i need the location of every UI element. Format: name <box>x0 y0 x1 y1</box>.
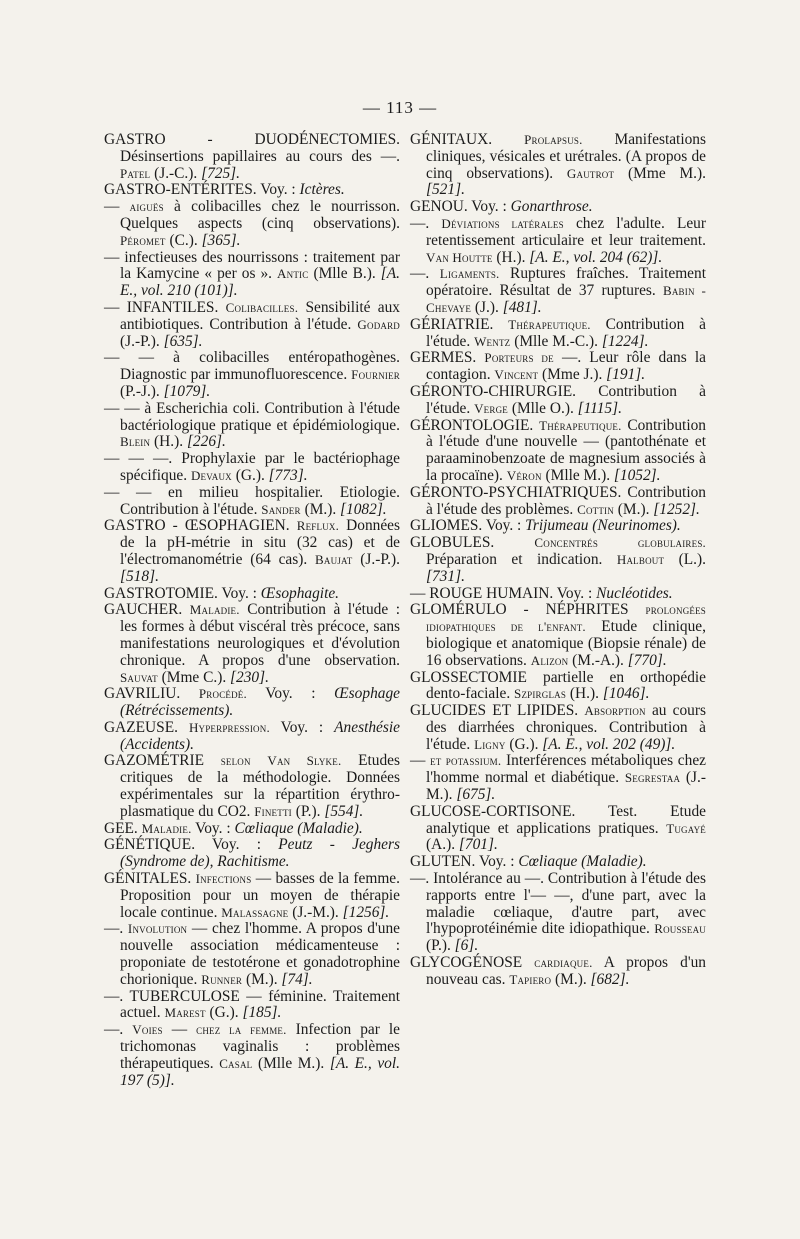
entry-text: Voy. : <box>246 685 335 703</box>
entry-text: (P.). <box>291 802 325 820</box>
entry-smallcaps: prolongées idiopathiques de l'enfant. <box>426 602 706 635</box>
entry-heading: GASTROTOMIE. <box>104 584 218 602</box>
entry-smallcaps: Devaux <box>190 467 232 483</box>
entry-text: (H.). <box>492 248 530 266</box>
entry-text: (Mlle O.). <box>507 399 578 417</box>
entry-smallcaps: Van Houtte <box>426 249 493 265</box>
index-entry <box>104 602 400 686</box>
entry-reference: [1256]. <box>342 903 390 921</box>
index-entry <box>410 350 706 384</box>
entry-reference: [1115]. <box>577 399 622 417</box>
entry-smallcaps: Thérapeutique. <box>539 417 622 433</box>
index-entry <box>410 602 706 669</box>
entry-text: (M.). <box>300 500 341 518</box>
entry-heading: GEE. <box>104 819 138 837</box>
entry-smallcaps: Verge <box>474 400 508 416</box>
entry-reference: [A. E., vol. 210 (101)]. <box>120 265 400 300</box>
entry-reference: [A. E., vol. 197 (5)]. <box>120 1054 400 1089</box>
entry-text: — ROUGE HUMAIN. Voy. : <box>410 584 597 602</box>
page-number: — 113 — <box>362 98 438 117</box>
entry-smallcaps: cardiaque. <box>534 955 593 971</box>
entry-smallcaps: Babin - Chevaye <box>426 283 706 315</box>
entry-reference: [A. E., vol. 204 (62)]. <box>529 248 663 266</box>
entry-reference: Cœliaque (Maladie). <box>234 819 363 837</box>
entry-reference: Trijumeau (Neurinomes). <box>525 517 681 535</box>
entry-heading: GÉNITALES. <box>104 870 192 888</box>
entry-smallcaps: Patel <box>120 165 151 181</box>
entry-heading: GÉRONTO-PSYCHIATRIQUES. <box>410 483 622 501</box>
entry-smallcaps: Tugayé <box>666 820 706 836</box>
entry-smallcaps: Hyperpression. <box>188 719 270 735</box>
entry-reference: [773]. <box>268 466 308 484</box>
entry-reference: [701]. <box>458 836 498 854</box>
entry-smallcaps: Sauvat <box>120 669 158 685</box>
entry-smallcaps: Rousseau <box>654 921 706 937</box>
index-entry <box>104 871 400 921</box>
entry-text: (M.). <box>613 500 654 518</box>
index-entry <box>104 518 400 585</box>
index-entry <box>410 199 706 216</box>
entry-heading: GLOMÉRULO - NÉPHRITES <box>410 601 629 619</box>
entry-smallcaps: Szpirglas <box>514 686 567 702</box>
entry-text: (G.). <box>505 735 543 753</box>
entry-text <box>182 601 190 618</box>
entry-heading: GÉNITAUX. <box>410 131 493 148</box>
entry-text: —. <box>410 214 442 232</box>
entry-smallcaps: Ligny <box>474 736 506 752</box>
entry-heading: GASTRO - DUODÉNECTOMIES. <box>104 131 400 148</box>
entry-smallcaps: Antic <box>277 266 309 282</box>
entry-text: Voy. : <box>217 584 261 602</box>
index-entry <box>104 485 400 519</box>
index-entry <box>410 753 706 803</box>
entry-text: (G.). <box>205 1004 243 1022</box>
entry-text: (P.). <box>426 937 455 955</box>
entry-text: Etudes critiques de la méthodologie. Données expérimentales sur la répartition érythro-plasmatique du CO2. <box>120 752 400 820</box>
entry-text: Contribution à l'étude : les formes à début viscéral très précoce, sans manifestations neurologiques et d'évolution chronique. A propos d'une observation. <box>120 601 400 669</box>
entry-text: —. <box>410 265 440 283</box>
index-entry <box>410 703 706 753</box>
entry-text: A propos d'un nouveau cas. <box>426 954 706 988</box>
entry-reference: [731]. <box>426 567 465 585</box>
entry-text: (J.-M.). <box>288 903 343 921</box>
entry-reference: [1224]. <box>601 332 649 350</box>
entry-text: (M.). <box>551 970 591 988</box>
entry-reference: [74]. <box>281 970 313 988</box>
index-column-right <box>410 132 706 989</box>
entry-text: (Mlle B.). <box>308 265 381 283</box>
entry-heading: GÉRONTOLOGIE. <box>410 416 534 434</box>
entry-smallcaps: Runner <box>201 971 243 987</box>
entry-smallcaps: Maladie. <box>141 820 192 836</box>
entry-heading: GLOBULES. <box>410 534 495 552</box>
entry-heading: GLOSSECTOMIE <box>410 668 527 686</box>
index-entry <box>410 216 706 266</box>
entry-heading: GAVRILIU. <box>104 685 181 703</box>
index-entry <box>410 317 706 351</box>
index-entry <box>410 955 706 989</box>
entry-text: —. Intolérance au —. Contribution à l'étude des rapports entre l'— —, d'une part, avec la maladie cœliaque, d'autre part, avec l'hypoprotéinémie dite idiopathique. <box>410 870 706 938</box>
entry-text: Voy. : <box>467 198 511 216</box>
entry-smallcaps: Absorption <box>584 703 646 719</box>
index-entry <box>104 199 400 249</box>
entry-smallcaps: Vincent <box>494 367 539 383</box>
index-entry <box>410 384 706 418</box>
entry-reference: [365]. <box>201 231 241 249</box>
entry-text: — <box>104 198 130 216</box>
entry-text: Contribution à l'étude des problèmes. <box>426 483 706 518</box>
index-entry <box>104 921 400 988</box>
entry-text <box>522 954 534 971</box>
entry-smallcaps: Sander <box>261 501 301 517</box>
entry-text <box>180 685 199 702</box>
entry-text: (A.). <box>426 836 459 854</box>
entry-reference: [518]. <box>120 567 159 585</box>
entry-text <box>251 752 268 769</box>
entry-text: (H.). <box>566 685 603 703</box>
index-entry <box>104 821 400 838</box>
entry-text: (Mlle M.-C.). <box>510 332 602 350</box>
entry-smallcaps: et potassium. <box>430 753 502 769</box>
index-entry <box>104 300 400 350</box>
entry-text: — — —. Prophylaxie par le bactériophage spécifique. <box>104 450 400 484</box>
index-entry <box>410 854 706 871</box>
index-entry <box>104 837 400 871</box>
entry-text <box>204 752 221 769</box>
entry-smallcaps: Godard <box>357 316 400 332</box>
entry-reference: Ictères. <box>299 181 345 199</box>
entry-smallcaps: Wentz <box>474 333 511 349</box>
entry-heading: GERMES. <box>410 349 477 367</box>
entry-text <box>629 601 646 618</box>
entry-heading: GAZOMÉTRIE <box>104 752 205 770</box>
entry-reference: [675]. <box>456 786 496 804</box>
entry-text: (Mme M.). <box>614 164 706 182</box>
entry-text: (J.-C.). <box>150 164 202 182</box>
entry-text: —. TUBERCULOSE — féminine. Traitement actuel. <box>104 987 400 1022</box>
entry-text: Ruptures fraîches. Traitement opératoire. Résultat de 37 ruptures. <box>426 265 706 300</box>
entry-reference: Œsophagite. <box>260 584 340 602</box>
entry-text: (M.-A.). <box>568 651 628 669</box>
entry-text: —. <box>104 920 128 938</box>
entry-smallcaps: Procédé. <box>198 686 247 702</box>
index-entry <box>104 720 400 754</box>
entry-reference: [1082]. <box>340 500 387 518</box>
entry-smallcaps: Maladie. <box>189 602 240 618</box>
entry-text <box>493 316 508 333</box>
entry-smallcaps: Marest <box>164 1005 206 1021</box>
entry-text: à colibacilles chez le nourrisson. Quelques aspects (cinq observations). <box>120 198 400 232</box>
index-entry <box>410 804 706 854</box>
entry-smallcaps: Colibacilles. <box>225 299 299 315</box>
entry-reference: Nucléotides. <box>596 584 673 602</box>
entry-reference: [185]. <box>242 1004 282 1022</box>
index-entry <box>410 518 706 535</box>
entry-text: Désinsertions papillaires au cours des —. <box>120 147 400 165</box>
entry-text: (Mme J.). <box>538 366 607 384</box>
index-entry <box>104 686 400 720</box>
entry-smallcaps: Voies <box>132 1022 163 1038</box>
entry-smallcaps: Gautrot <box>566 165 615 181</box>
entry-text: (C.). <box>165 231 202 249</box>
entry-reference: [481]. <box>502 298 542 316</box>
entry-smallcaps: Fournier <box>351 367 400 383</box>
entry-reference: [554]. <box>324 802 364 820</box>
entry-reference: [770]. <box>627 651 667 669</box>
index-entry <box>410 871 706 955</box>
index-entry <box>104 451 400 485</box>
entry-smallcaps: chez la femme. <box>196 1022 287 1038</box>
entry-text: — chez l'homme. A propos d'une nouvelle association médicamenteuse : proponiate de testotérone et gonadotrophine chorionique. <box>120 920 400 988</box>
entry-reference: Anesthésie (Accidents). <box>120 718 400 753</box>
entry-smallcaps: Baujat <box>315 551 353 567</box>
index-column-left <box>104 132 400 1089</box>
entry-reference: [226]. <box>186 433 226 451</box>
entry-heading: GÉRONTO-CHIRURGIE. <box>410 382 577 400</box>
entry-text: — — en milieu hospitalier. Etiologie. Contribution à l'étude. <box>104 483 400 518</box>
entry-smallcaps: Infections <box>195 871 252 887</box>
entry-text: (J.-P.). <box>120 332 164 350</box>
index-entry <box>104 350 400 400</box>
entry-text: — — à colibacilles entéropathogènes. Diagnostic par immunofluorescence. <box>104 349 400 384</box>
entry-text: Voy. : <box>191 819 235 837</box>
entry-text: Contribution à l'étude d'une nouvelle — (pantothénate et paraaminobenzoate de magnesium associés à la procaïne). <box>426 416 706 484</box>
entry-smallcaps: Reflux. <box>296 518 340 534</box>
entry-text: (Mlle M.). <box>252 1054 330 1072</box>
index-entry <box>104 586 400 603</box>
entry-text <box>290 517 297 534</box>
index-entry <box>104 753 400 820</box>
entry-heading: GAZEUSE. <box>104 718 178 736</box>
entry-smallcaps: selon <box>220 753 251 769</box>
entry-smallcaps: Casal <box>219 1055 253 1071</box>
entry-smallcaps: Péromet <box>120 232 166 248</box>
entry-text: Contribution à l'étude. <box>426 315 706 350</box>
index-entry <box>410 485 706 519</box>
entry-text: (M.). <box>242 970 282 988</box>
index-entry <box>104 250 400 300</box>
entry-reference: [521]. <box>426 181 465 199</box>
entry-reference: [725]. <box>201 164 241 182</box>
entry-smallcaps: Concentrés globulaires. <box>534 535 706 551</box>
entry-text: Voy. : <box>475 853 519 871</box>
entry-text: Voy. : <box>195 836 279 854</box>
entry-smallcaps: Thérapeutique. <box>508 316 591 332</box>
entry-text: (Mme C.). <box>157 668 231 686</box>
entry-reference: Œsophage (Rétrécissements). <box>120 685 400 720</box>
entry-reference: Peutz - Jeghers (Syndrome de), Rachitisme. <box>120 836 400 871</box>
index-entry <box>410 266 706 316</box>
entry-reference: Cœliaque (Maladie). <box>518 853 647 871</box>
index-entry <box>410 586 706 603</box>
entry-smallcaps: Déviations latérales <box>441 215 564 231</box>
entry-smallcaps: aiguës <box>129 199 164 215</box>
entry-text: (J.). <box>471 298 503 316</box>
entry-reference: [1046]. <box>602 685 650 703</box>
entry-heading: GLIOMES. <box>410 517 483 535</box>
entry-reference: [6]. <box>454 937 479 955</box>
entry-text: — — à Escherichia coli. Contribution à l'étude bactériologique pratique et épidémiologique. <box>104 399 400 434</box>
entry-text: Préparation et indication. <box>426 550 617 568</box>
index-entry <box>104 1022 400 1089</box>
entry-reference: [230]. <box>230 668 269 686</box>
entry-heading: GLYCOGÉNOSE <box>410 954 523 972</box>
entry-reference: [635]. <box>163 332 203 350</box>
entry-smallcaps: Ligaments. <box>439 266 500 282</box>
entry-heading: GAUCHER. <box>104 601 183 619</box>
entry-text: (H.). <box>150 433 187 451</box>
entry-text <box>492 131 524 148</box>
index-entry <box>410 670 706 704</box>
entry-smallcaps: Halbout <box>616 551 665 567</box>
entry-text: Voy. : <box>269 718 335 736</box>
entry-text: — infectieuses des nourrissons : traitement par la Kamycine « per os ». <box>104 248 400 283</box>
entry-smallcaps: Véron <box>506 467 542 483</box>
entry-heading: GLUCIDES ET LIPIDES. <box>410 702 579 720</box>
entry-reference: [682]. <box>590 970 630 988</box>
entry-text: (J.-P.). <box>352 550 401 568</box>
index-entry <box>104 401 400 451</box>
entry-reference: [191]. <box>606 366 646 384</box>
entry-text: Interférences métaboliques chez l'homme normal et diabétique. <box>426 752 707 787</box>
entry-text: Etude clinique, biologique et anatomique (Biopsie rénale) de 16 observations. <box>426 618 706 669</box>
entry-text: — <box>162 1021 197 1039</box>
index-entry <box>104 989 400 1023</box>
entry-text: au cours des diarrhées chroniques. Contribution à l'étude. <box>426 702 706 753</box>
entry-text: (Mlle M.). <box>541 466 614 484</box>
entry-heading: GÉNÉTIQUE. <box>104 836 196 854</box>
entry-smallcaps: Segrestaa <box>624 770 681 786</box>
entry-smallcaps: Tapiero <box>509 971 552 987</box>
entry-heading: GASTRO-ENTÉRITES. <box>104 181 257 199</box>
entry-smallcaps: Porteurs de <box>484 350 554 366</box>
entry-text <box>178 719 189 736</box>
entry-text: Voy. : <box>256 181 300 199</box>
entry-smallcaps: Van Slyke. <box>267 753 342 769</box>
entry-heading: GASTRO - ŒSOPHAGIEN. <box>104 517 290 535</box>
entry-text: —. Leur rôle dans la contagion. <box>426 349 706 384</box>
entry-text <box>494 534 534 551</box>
entry-smallcaps: Malassagne <box>221 904 289 920</box>
index-entry <box>410 132 706 199</box>
entry-text: Manifestations cliniques, vésicales et urétrales. (A propos de cinq observations). <box>426 131 706 182</box>
entry-heading: GÉRIATRIE. <box>410 315 494 333</box>
entry-text: (L.). <box>664 550 706 568</box>
entry-reference: Gonarthrose. <box>510 198 593 216</box>
entry-text: Infection par le trichomonas vaginalis : problèmes thérapeutiques. <box>120 1021 400 1072</box>
entry-smallcaps: Prolapsus. <box>524 132 583 147</box>
entry-reference: [A. E., vol. 202 (49)]. <box>542 735 676 753</box>
entry-heading: GENOU. <box>410 198 468 216</box>
index-entry <box>410 535 706 585</box>
entry-heading: GLUTEN. <box>410 853 476 871</box>
entry-smallcaps: Involution <box>127 921 188 937</box>
index-entry <box>104 132 400 182</box>
entry-text: chez l'adulte. Leur retentissement articulaire et leur traitement. <box>426 214 706 249</box>
entry-smallcaps: Cottin <box>577 501 614 517</box>
entry-text: Données de la pH-métrie in situ (32 cas) et de l'électromanométrie (64 cas). <box>120 517 400 568</box>
index-entry <box>410 418 706 485</box>
entry-reference: [1079]. <box>163 382 211 400</box>
entry-smallcaps: Finetti <box>254 803 292 819</box>
entry-text: partielle en orthopédie dento-faciale. <box>426 668 706 703</box>
entry-text: (G.). <box>231 466 269 484</box>
entry-text: Voy. : <box>482 517 526 535</box>
entry-text: Contribution à l'étude. <box>426 382 706 417</box>
entry-smallcaps: Blein <box>120 434 151 450</box>
entry-text: (J.-M.). <box>426 769 706 804</box>
entry-reference: [1252]. <box>653 500 700 518</box>
entry-text: (P.-J.). <box>120 382 164 400</box>
entry-text: — INFANTILES. <box>104 298 226 316</box>
index-entry <box>104 182 400 199</box>
entry-text: Sensibilité aux antibiotiques. Contribution à l'étude. <box>120 298 400 333</box>
entry-smallcaps: Alizon <box>530 652 569 668</box>
entry-reference: [1052]. <box>613 466 661 484</box>
entry-text: — basses de la femme. Proposition pour un moyen de thérapie locale continue. <box>120 870 400 921</box>
entry-text: — <box>410 752 431 770</box>
entry-text: Test. Etude analytique et applications pratiques. <box>426 802 706 837</box>
entry-text: —. <box>104 1021 133 1039</box>
entry-heading: GLUCOSE-CORTISONE. <box>410 802 576 820</box>
